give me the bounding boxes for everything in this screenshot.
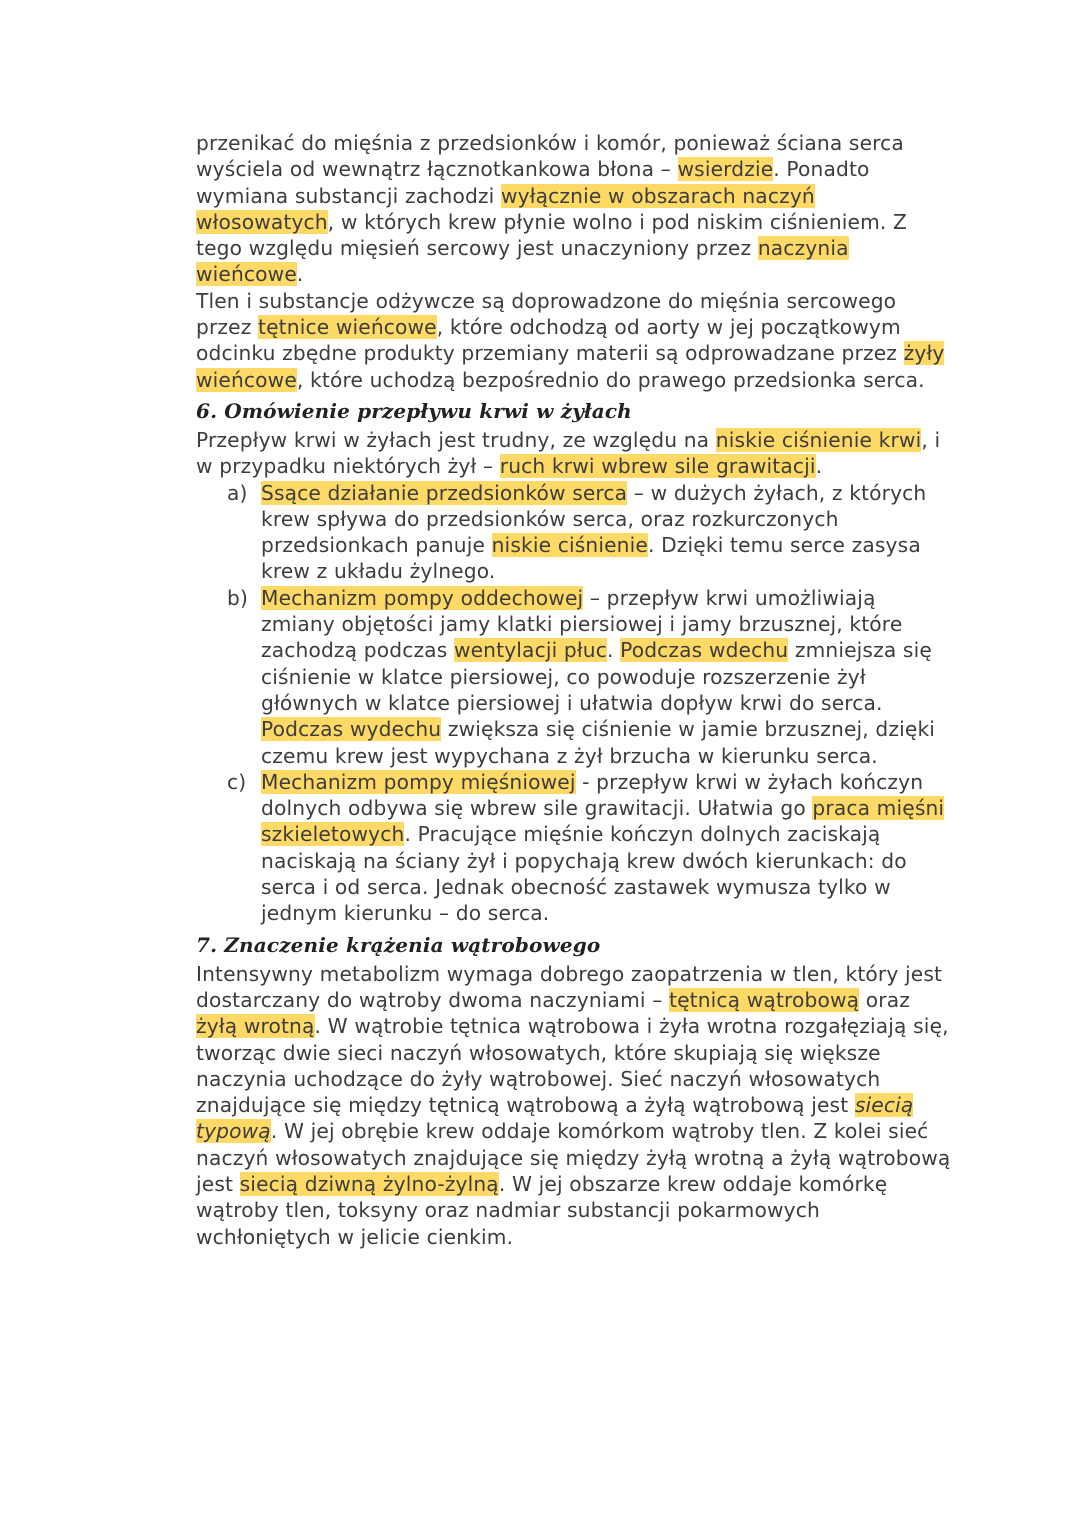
text-run: , które odchodzą od aorty w jej początkowym odcinku zbędne produkty przemiany materii są odprowadzane przez <box>196 315 904 366</box>
document-page <box>196 130 956 1250</box>
highlighted-text: praca mięśni szkieletowych <box>261 796 945 847</box>
highlighted-text: wsierdzie <box>677 157 774 182</box>
highlighted-text: niskie ciśnienie krwi <box>715 427 922 452</box>
highlighted-text: wyłącznie w obszarach naczyń włosowatych <box>196 183 815 234</box>
text-run: – przepływ krwi umożliwiają zmiany objętości jamy klatki piersiowej i jamy brzusznej, które zachodzą podczas <box>261 585 903 663</box>
text-run: Intensywny metabolizm wymaga dobrego zaopatrzenia w tlen, który jest dostarczany do wątroby dwoma naczyniami – <box>196 961 943 1012</box>
text-run: . W jej obrębie krew oddaje komórkom wątroby tlen. Z kolei sieć naczyń włosowatych znajdujące się między żyłą wrotną a żyłą wątrobową jest <box>196 1119 951 1196</box>
section-7-body <box>196 961 956 1250</box>
highlighted-text: wentylacji płuc <box>453 638 607 663</box>
text-run: , w których krew płynie wolno i pod niskim ciśnieniem. Z tego względu mięsień sercowy jest unaczyniony przez <box>196 209 908 261</box>
text-run: , i w przypadku niektórych żył – <box>196 427 941 479</box>
list-marker: b) <box>227 585 248 610</box>
intro-paragraph-1 <box>196 130 956 288</box>
list-marker: c) <box>227 769 247 794</box>
text-run: – w dużych żyłach, z których krew spływa do przedsionków serca, oraz rozkurczonych przedsionkach panuje <box>261 480 927 558</box>
text-run: - przepływ krwi w żyłach kończyn dolnych odbywa się wbrew sile grawitacji. Ułatwia go <box>261 769 924 821</box>
highlighted-text: Podczas wdechu <box>620 638 789 663</box>
highlighted-text: żyłą wrotną <box>196 1014 315 1039</box>
section-7-heading: 7. Znaczenie krążenia wątrobowego <box>196 932 601 957</box>
highlighted-text: Ssące działanie przedsionków serca <box>261 480 628 505</box>
highlighted-text: niskie ciśnienie <box>491 533 648 558</box>
text-run: . Pracujące mięśnie kończyn dolnych zaciskają naciskają na ściany żył i popychają krew dwóch kierunkach: do serca i od serca. Jednak obecność zastawek wymusza tylko w jednym kierunku – do serca. <box>261 822 907 926</box>
highlighted-text: siecią typową <box>196 1093 914 1144</box>
text-run: . W jej obszarze krew oddaje komórkę wątroby tlen, toksyny oraz nadmiar substancji pokarmowych wchłoniętych w jelicie cienkim. <box>196 1171 888 1249</box>
list-item <box>196 480 956 585</box>
text-run: . <box>815 454 823 479</box>
text-run: zmniejsza się ciśnienie w klatce piersiowej, co powoduje rozszerzenie żył głównych w klatce piersiowej i ułatwia dopływ krwi do serca. <box>261 638 932 715</box>
highlighted-text: Mechanizm pompy oddechowej <box>261 585 584 610</box>
list-item-text <box>261 481 926 584</box>
text-run: oraz <box>859 987 910 1012</box>
highlighted-text: Mechanizm pompy mięśniowej <box>261 769 576 794</box>
section-6-list <box>196 480 956 927</box>
text-run: przenikać do mięśnia z przedsionków i komór, ponieważ ściana serca wyściela od wewnątrz łącznotkankowa błona – <box>196 131 904 182</box>
list-item-text <box>261 770 944 925</box>
text-run: , które uchodzą bezpośrednio do prawego przedsionka serca. <box>296 367 925 392</box>
text-run: Tlen i substancje odżywcze są doprowadzone do mięśnia sercowego przez <box>196 288 897 340</box>
text-run: zwiększa się ciśnienie w jamie brzusznej, dzięki czemu krew jest wypychana z żył brzucha w kierunku serca. <box>261 717 936 768</box>
highlighted-text: Podczas wydechu <box>261 717 442 742</box>
list-item <box>196 585 956 769</box>
list-marker: a) <box>227 480 248 505</box>
intro-paragraph-2 <box>196 288 956 393</box>
highlighted-text: żyły wieńcowe <box>196 341 945 392</box>
highlighted-text: ruch krwi wbrew sile grawitacji <box>499 454 816 479</box>
highlighted-text: naczynia wieńcowe <box>196 236 849 287</box>
text-run: . <box>296 262 304 287</box>
section-6-heading: 6. Omówienie przepływu krwi w żyłach <box>196 398 632 423</box>
text-run: . Dzięki temu serce zasysa krew z układu żylnego. <box>261 533 921 584</box>
highlighted-text: siecią dziwną żylno-żylną <box>239 1171 499 1196</box>
text-run: . <box>606 638 621 663</box>
text-run: Przepływ krwi w żyłach jest trudny, ze względu na <box>196 427 716 452</box>
text-run: . Ponadto wymiana substancji zachodzi <box>196 157 870 208</box>
text-run: . W wątrobie tętnica wątrobowa i żyła wrotna rozgałęziają się, tworząc dwie sieci naczyń włosowatych, które skupiają się większe naczynia uchodzące do żyły wątrobowej. Sieć naczyń włosowatych znajdujące się między tętnicą wątrobową a żyłą wątrobową jest <box>196 1014 949 1118</box>
list-item-text <box>261 586 935 768</box>
highlighted-text: tętnicą wątrobową <box>669 987 860 1012</box>
list-item <box>196 769 956 927</box>
highlighted-text: tętnice wieńcowe <box>258 315 437 340</box>
section-6-intro <box>196 427 956 480</box>
